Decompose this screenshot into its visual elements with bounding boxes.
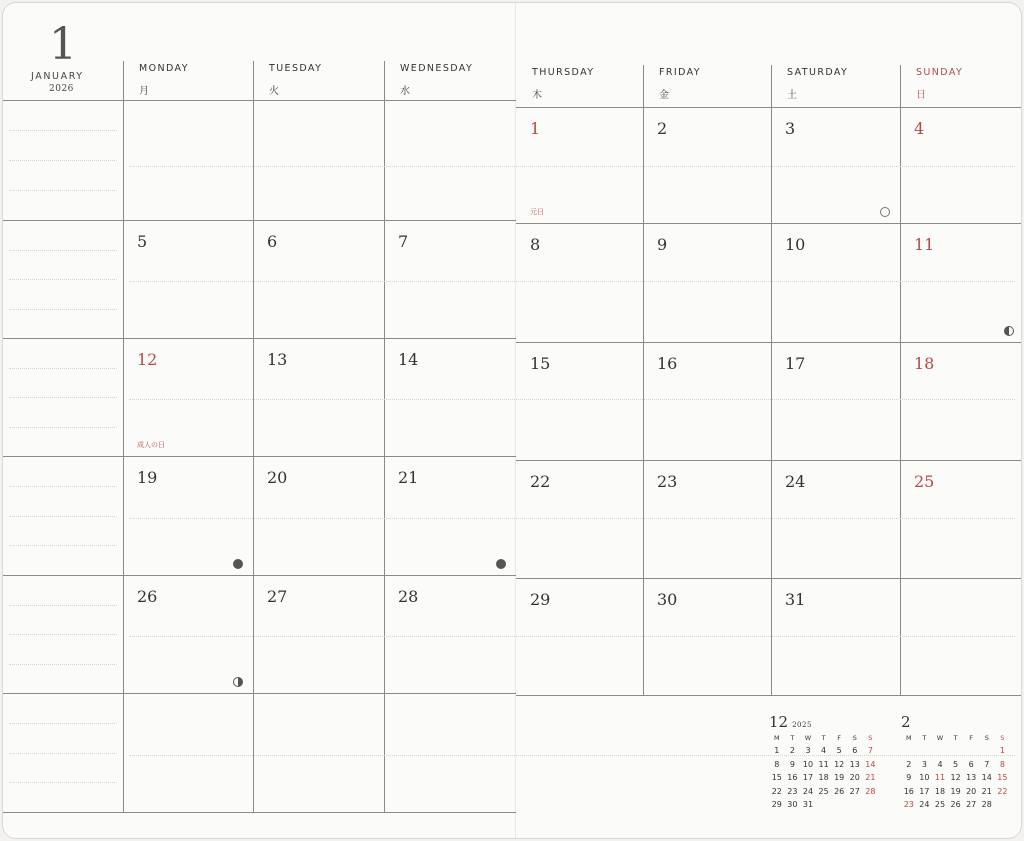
day-header-wednesday <box>400 63 473 97</box>
mini-month-year: 2025 <box>792 721 812 729</box>
mini-day: 25 <box>818 786 829 796</box>
mini-day: 8 <box>999 759 1005 769</box>
mini-day <box>831 798 847 812</box>
day-number[interactable]: 19 <box>137 468 158 487</box>
ruling-line <box>9 309 117 310</box>
mini-day: 31 <box>802 800 814 809</box>
ruling-line <box>129 755 1015 756</box>
day-number[interactable]: 9 <box>657 235 668 254</box>
day-number[interactable]: 25 <box>914 472 935 491</box>
day-number[interactable]: 18 <box>914 354 935 373</box>
mini-weekday: W <box>804 734 812 742</box>
mini-day: 1 <box>999 746 1005 755</box>
mini-weekday: T <box>953 734 958 742</box>
day-header-jp: 土 <box>787 90 797 101</box>
day-number[interactable]: 27 <box>267 587 288 606</box>
day-number[interactable]: 29 <box>530 590 551 609</box>
ruling-line <box>9 250 117 251</box>
moon-phase-full-icon <box>880 207 890 217</box>
mini-weekday: T <box>790 734 795 742</box>
ruling-line <box>9 368 117 369</box>
page-spine <box>515 3 516 838</box>
ruling-line <box>9 427 117 428</box>
ruling-line <box>9 782 117 783</box>
mini-day: 20 <box>966 786 977 796</box>
mini-day <box>901 744 917 758</box>
day-number[interactable]: 26 <box>137 587 158 606</box>
mini-day: 14 <box>865 759 876 769</box>
mini-calendar-month <box>769 713 878 733</box>
mini-day: 12 <box>950 773 961 782</box>
mini-day: 19 <box>950 786 961 796</box>
mini-day <box>863 798 879 812</box>
day-header-en: TUESDAY <box>269 63 323 74</box>
day-header-en: MONDAY <box>139 63 189 74</box>
row-divider <box>516 578 1022 579</box>
mini-weekday: S <box>984 734 989 742</box>
mini-day <box>995 798 1011 812</box>
month-name: JANUARY <box>31 71 84 82</box>
mini-day: 28 <box>865 786 876 796</box>
ruling-line <box>9 486 117 487</box>
mini-day: 9 <box>906 773 912 782</box>
ruling-line <box>9 723 117 724</box>
day-number[interactable]: 23 <box>657 472 678 491</box>
day-header-en: FRIDAY <box>659 67 701 78</box>
mini-day: 27 <box>849 786 860 796</box>
mini-day: 15 <box>997 773 1008 782</box>
mini-day <box>816 798 832 812</box>
mini-day: 5 <box>953 759 959 769</box>
mini-calendar-next <box>901 713 1010 812</box>
row-divider <box>3 693 516 694</box>
day-header-jp: 月 <box>139 86 149 97</box>
mini-day: 22 <box>771 786 782 796</box>
day-number[interactable]: 30 <box>657 590 678 609</box>
mini-day: 19 <box>834 773 845 782</box>
day-number[interactable]: 24 <box>785 472 806 491</box>
mini-day: 9 <box>789 759 795 769</box>
row-divider <box>3 456 516 457</box>
day-number[interactable]: 1 <box>530 119 541 138</box>
day-header-sunday <box>916 67 963 101</box>
mini-day: 6 <box>968 759 974 769</box>
day-header-jp: 金 <box>659 90 669 101</box>
day-header-friday <box>659 67 701 101</box>
day-header-jp: 木 <box>532 90 542 101</box>
ruling-line <box>9 605 117 606</box>
row-divider <box>516 223 1022 224</box>
row-divider <box>516 107 1022 108</box>
day-number[interactable]: 16 <box>657 354 678 373</box>
mini-day <box>979 744 995 758</box>
mini-day: 4 <box>937 759 943 769</box>
column-divider <box>771 65 772 696</box>
mini-day: 28 <box>981 800 992 809</box>
day-number[interactable]: 20 <box>267 468 288 487</box>
mini-day: 27 <box>966 800 977 809</box>
day-number[interactable]: 14 <box>398 350 419 369</box>
moon-phase-first-icon <box>233 677 243 687</box>
mini-day: 26 <box>834 786 845 796</box>
moon-phase-new-icon <box>496 559 506 569</box>
day-number[interactable]: 7 <box>398 232 409 251</box>
ruling-line <box>129 636 1015 637</box>
ruling-line <box>9 664 117 665</box>
day-number[interactable]: 13 <box>267 350 288 369</box>
mini-day: 5 <box>836 746 842 755</box>
mini-weekday: S <box>852 734 857 742</box>
mini-day: 23 <box>787 786 798 796</box>
moon-phase-new-icon <box>233 559 243 569</box>
mini-day: 13 <box>966 773 977 782</box>
column-divider <box>123 61 124 813</box>
column-divider <box>900 65 901 696</box>
holiday-label: 元日 <box>530 208 544 216</box>
moon-phase-last-icon <box>1004 326 1014 336</box>
mini-weekday: W <box>936 734 944 742</box>
day-number[interactable]: 21 <box>398 468 419 487</box>
mini-day: 11 <box>934 773 946 782</box>
day-header-tuesday <box>269 63 322 97</box>
planner-page <box>2 2 1022 839</box>
row-divider <box>3 812 516 813</box>
ruling-line <box>9 130 117 131</box>
mini-day: 26 <box>950 800 961 809</box>
mini-weekday: T <box>821 734 826 742</box>
month-number: 1 <box>49 19 77 70</box>
mini-day: 20 <box>849 773 860 782</box>
mini-day <box>948 744 964 758</box>
day-header-en: THURSDAY <box>532 67 595 78</box>
mini-day: 16 <box>787 773 798 782</box>
mini-calendar-grid <box>901 733 1010 812</box>
mini-month-number: 12 <box>769 713 789 731</box>
mini-day: 17 <box>919 786 930 796</box>
mini-day: 3 <box>805 746 811 755</box>
mini-day: 24 <box>919 800 930 809</box>
day-number[interactable]: 5 <box>137 232 148 251</box>
mini-day: 11 <box>818 759 829 769</box>
day-number[interactable]: 31 <box>785 590 806 609</box>
day-number[interactable]: 10 <box>785 235 806 254</box>
day-number[interactable]: 3 <box>785 119 796 138</box>
ruling-line <box>9 516 117 517</box>
row-divider <box>3 100 516 101</box>
mini-day: 12 <box>834 759 845 769</box>
day-number[interactable]: 17 <box>785 354 806 373</box>
mini-day: 24 <box>802 786 814 796</box>
day-number[interactable]: 4 <box>914 119 925 138</box>
day-number[interactable]: 6 <box>267 232 278 251</box>
row-divider <box>3 575 516 576</box>
mini-day: 6 <box>852 746 858 755</box>
day-number[interactable]: 22 <box>530 472 551 491</box>
day-header-en: WEDNESDAY <box>400 63 474 74</box>
row-divider <box>516 460 1022 461</box>
mini-day: 15 <box>771 773 782 782</box>
mini-day: 18 <box>934 786 946 796</box>
mini-day <box>963 744 979 758</box>
mini-day: 13 <box>849 759 860 769</box>
ruling-line <box>9 279 117 280</box>
day-header-saturday <box>787 67 848 101</box>
ruling-line <box>129 166 1015 167</box>
mini-day: 25 <box>934 800 946 809</box>
day-number[interactable]: 15 <box>530 354 551 373</box>
column-divider <box>253 61 254 813</box>
ruling-line <box>9 160 117 161</box>
day-header-en: SATURDAY <box>787 67 849 78</box>
mini-weekday: F <box>837 734 842 742</box>
mini-day: 10 <box>919 773 930 782</box>
day-header-monday <box>139 63 189 97</box>
mini-calendar-previous <box>769 713 878 812</box>
ruling-line <box>129 399 1015 400</box>
mini-day: 10 <box>802 759 814 769</box>
mini-day: 21 <box>981 786 992 796</box>
row-divider <box>3 220 516 221</box>
ruling-line <box>9 753 117 754</box>
mini-weekday: T <box>922 734 927 742</box>
column-divider <box>384 61 385 813</box>
mini-day <box>847 798 863 812</box>
mini-day: 17 <box>802 773 814 782</box>
mini-day: 8 <box>774 759 780 769</box>
mini-day: 30 <box>787 800 798 809</box>
ruling-line <box>9 397 117 398</box>
mini-day: 4 <box>821 746 827 755</box>
day-number[interactable]: 8 <box>530 235 541 254</box>
mini-day: 7 <box>984 759 990 769</box>
day-number[interactable]: 11 <box>914 235 935 254</box>
day-number[interactable]: 12 <box>137 350 158 369</box>
day-header-jp: 水 <box>400 86 410 97</box>
day-header-en: SUNDAY <box>916 67 964 78</box>
row-divider <box>516 695 1022 696</box>
mini-calendar-grid <box>769 733 878 812</box>
ruling-line <box>9 634 117 635</box>
mini-day: 2 <box>906 759 912 769</box>
ruling-line <box>129 281 1015 282</box>
day-header-thursday <box>532 67 594 101</box>
mini-day: 2 <box>789 746 795 755</box>
month-year: 2026 <box>49 84 74 94</box>
mini-day: 29 <box>771 800 782 809</box>
mini-day: 18 <box>818 773 829 782</box>
mini-day: 16 <box>903 786 914 796</box>
mini-day: 22 <box>997 786 1008 796</box>
mini-weekday: M <box>905 734 912 742</box>
ruling-line <box>9 545 117 546</box>
holiday-label: 成人の日 <box>137 441 165 449</box>
mini-day <box>917 744 933 758</box>
mini-day: 7 <box>867 746 873 755</box>
mini-day: 1 <box>774 746 780 755</box>
mini-weekday: M <box>773 734 780 742</box>
ruling-line <box>129 518 1015 519</box>
ruling-line <box>9 190 117 191</box>
row-divider <box>516 342 1022 343</box>
mini-day <box>932 744 948 758</box>
day-number[interactable]: 2 <box>657 119 668 138</box>
mini-weekday: S <box>868 734 873 742</box>
column-divider <box>643 65 644 696</box>
mini-day: 21 <box>865 773 876 782</box>
mini-month-number: 2 <box>901 713 911 731</box>
mini-day: 14 <box>981 773 992 782</box>
day-header-jp: 火 <box>269 86 279 97</box>
day-header-jp: 日 <box>916 90 926 101</box>
mini-day: 23 <box>903 800 914 809</box>
day-number[interactable]: 28 <box>398 587 419 606</box>
mini-weekday: F <box>969 734 974 742</box>
row-divider <box>3 338 516 339</box>
mini-day: 3 <box>921 759 927 769</box>
mini-weekday: S <box>1000 734 1005 742</box>
mini-calendar-month <box>901 713 1010 733</box>
